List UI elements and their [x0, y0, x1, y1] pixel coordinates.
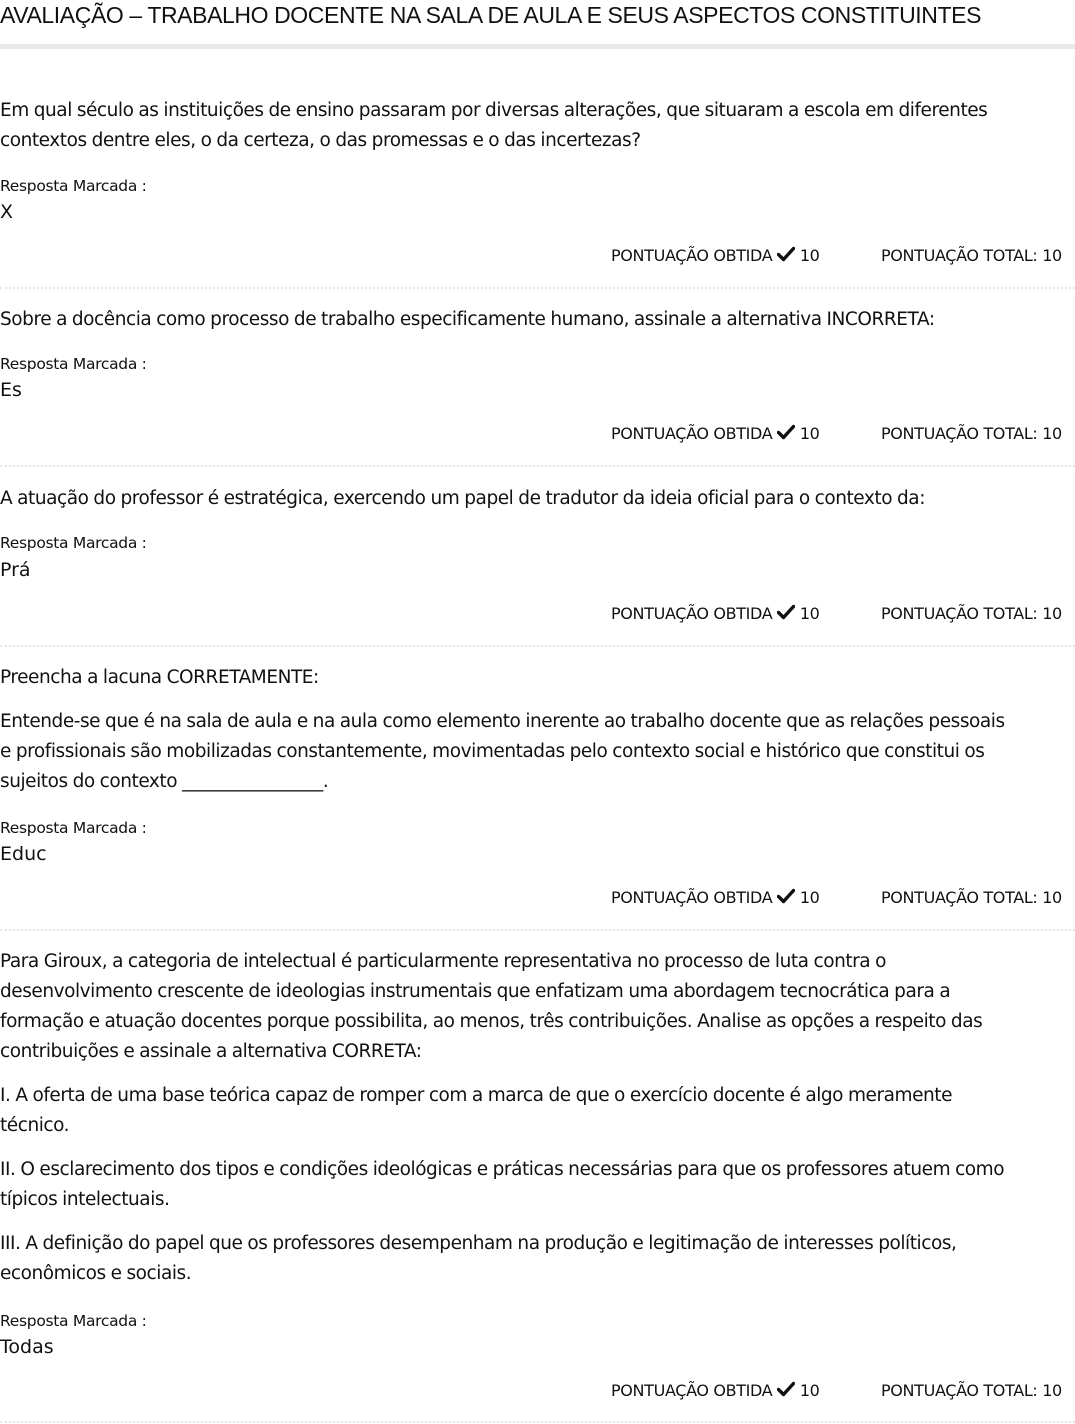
question-2-score-total — [881, 422, 1062, 446]
score-total-label: PONTUAÇÃO TOTAL: — [881, 424, 1038, 443]
checkmark-icon — [777, 246, 795, 262]
score-obtained-label: PONTUAÇÃO OBTIDA — [611, 604, 773, 623]
question-4-line-4: sujeitos do contexto ________________. — [0, 771, 329, 792]
page-title: AVALIAÇÃO – TRABALHO DOCENTE NA SALA DE AULA E SEUS ASPECTOS CONSTITUINTES — [0, 2, 982, 28]
question-1-line-1: Em qual século as instituições de ensino passaram por diversas alterações, que situaram a escola em diferentes — [0, 100, 988, 121]
title-divider — [0, 44, 1075, 49]
score-obtained-value: 10 — [799, 424, 820, 443]
question-4-line-2: Entende-se que é na sala de aula e na aula como elemento inerente ao trabalho docente que as relações pessoais — [0, 711, 1005, 732]
question-1-answer-value: X — [0, 201, 14, 223]
question-4-score-total — [881, 886, 1062, 910]
checkmark-icon — [777, 1381, 795, 1397]
score-total-label: PONTUAÇÃO TOTAL: — [881, 1381, 1038, 1400]
checkmark-icon — [777, 424, 795, 440]
score-total-value: 10 — [1042, 604, 1062, 623]
question-divider — [0, 645, 1075, 647]
question-3-answer-label: Resposta Marcada : — [0, 534, 147, 552]
question-1-text — [0, 96, 1075, 170]
score-obtained-label: PONTUAÇÃO OBTIDA — [611, 1381, 773, 1400]
question-4-line-1: Preencha a lacuna CORRETAMENTE: — [0, 667, 319, 688]
question-5-score-row — [0, 1379, 1075, 1403]
question-5-line-4: contribuições e assinale a alternativa CORRETA: — [0, 1041, 422, 1062]
question-5-line-10: econômicos e sociais. — [0, 1263, 192, 1284]
score-obtained-label: PONTUAÇÃO OBTIDA — [611, 888, 773, 907]
score-total-value: 10 — [1042, 424, 1062, 443]
question-4-score-obtained — [611, 886, 820, 910]
question-2-answer-label: Resposta Marcada : — [0, 355, 147, 373]
score-obtained-value: 10 — [799, 604, 820, 623]
question-5-line-1: Para Giroux, a categoria de intelectual é particularmente representativa no processo de luta contra o — [0, 951, 886, 972]
checkmark-icon — [777, 604, 795, 620]
question-2-answer-value: Es — [0, 379, 22, 401]
score-total-label: PONTUAÇÃO TOTAL: — [881, 604, 1038, 623]
question-2-text — [0, 305, 1075, 349]
score-total-label: PONTUAÇÃO TOTAL: — [881, 888, 1038, 907]
question-5-line-2: desenvolvimento crescente de ideologias instrumentais que enfatizam uma abordagem tecnocrática para a — [0, 981, 951, 1002]
question-4-score-row — [0, 886, 1075, 910]
question-4-text — [0, 663, 1075, 811]
checkmark-icon — [777, 888, 795, 904]
question-3-score-obtained — [611, 602, 820, 626]
question-3-score-row — [0, 602, 1075, 626]
question-5-line-3: formação e atuação docentes porque possibilita, ao menos, três contribuições. Analise as opções a respeito das — [0, 1011, 983, 1032]
score-total-value: 10 — [1042, 1381, 1062, 1400]
question-5-answer-label: Resposta Marcada : — [0, 1312, 147, 1330]
question-5-line-9: III. A definição do papel que os professores desempenham na produção e legitimação de interesses políticos, — [0, 1233, 957, 1254]
question-5-line-8: típicos intelectuais. — [0, 1189, 170, 1210]
question-5-score-obtained — [611, 1379, 820, 1403]
question-3-line-1: A atuação do professor é estratégica, exercendo um papel de tradutor da ideia oficial para o contexto da: — [0, 488, 925, 509]
question-5-line-5: I. A oferta de uma base teórica capaz de romper com a marca de que o exercício docente é algo meramente — [0, 1085, 953, 1106]
question-1-line-2: contextos dentre eles, o da certeza, o das promessas e o das incertezas? — [0, 130, 641, 151]
question-2-score-row — [0, 422, 1075, 446]
question-1-answer-label: Resposta Marcada : — [0, 177, 147, 195]
score-obtained-value: 10 — [799, 1381, 820, 1400]
question-3-answer-value: Prá — [0, 559, 31, 581]
question-3-score-total — [881, 602, 1062, 626]
question-5-answer-value: Todas — [0, 1336, 54, 1358]
score-obtained-value: 10 — [799, 246, 820, 265]
question-2-score-obtained — [611, 422, 820, 446]
question-divider — [0, 1421, 1075, 1423]
question-3-text — [0, 484, 1075, 528]
score-obtained-value: 10 — [799, 888, 820, 907]
score-total-value: 10 — [1042, 246, 1062, 265]
score-total-label: PONTUAÇÃO TOTAL: — [881, 246, 1038, 265]
score-total-value: 10 — [1042, 888, 1062, 907]
question-5-line-7: II. O esclarecimento dos tipos e condições ideológicas e práticas necessárias para que os professores atuem como — [0, 1159, 1005, 1180]
question-1-score-row — [0, 244, 1075, 268]
question-4-answer-value: Educ — [0, 843, 47, 865]
question-4-answer-label: Resposta Marcada : — [0, 819, 147, 837]
question-divider — [0, 287, 1075, 289]
question-5-score-total — [881, 1379, 1062, 1403]
question-5-text — [0, 947, 1075, 1303]
question-4-line-3: e profissionais são mobilizadas constantemente, movimentadas pelo contexto social e histórico que constitui os — [0, 741, 985, 762]
score-obtained-label: PONTUAÇÃO OBTIDA — [611, 424, 773, 443]
question-2-line-1: Sobre a docência como processo de trabalho especificamente humano, assinale a alternativa INCORRETA: — [0, 309, 935, 330]
question-divider — [0, 465, 1075, 467]
question-5-line-6: técnico. — [0, 1115, 70, 1136]
score-obtained-label: PONTUAÇÃO OBTIDA — [611, 246, 773, 265]
question-1-score-obtained — [611, 244, 820, 268]
question-divider — [0, 929, 1075, 931]
question-1-score-total — [881, 244, 1062, 268]
